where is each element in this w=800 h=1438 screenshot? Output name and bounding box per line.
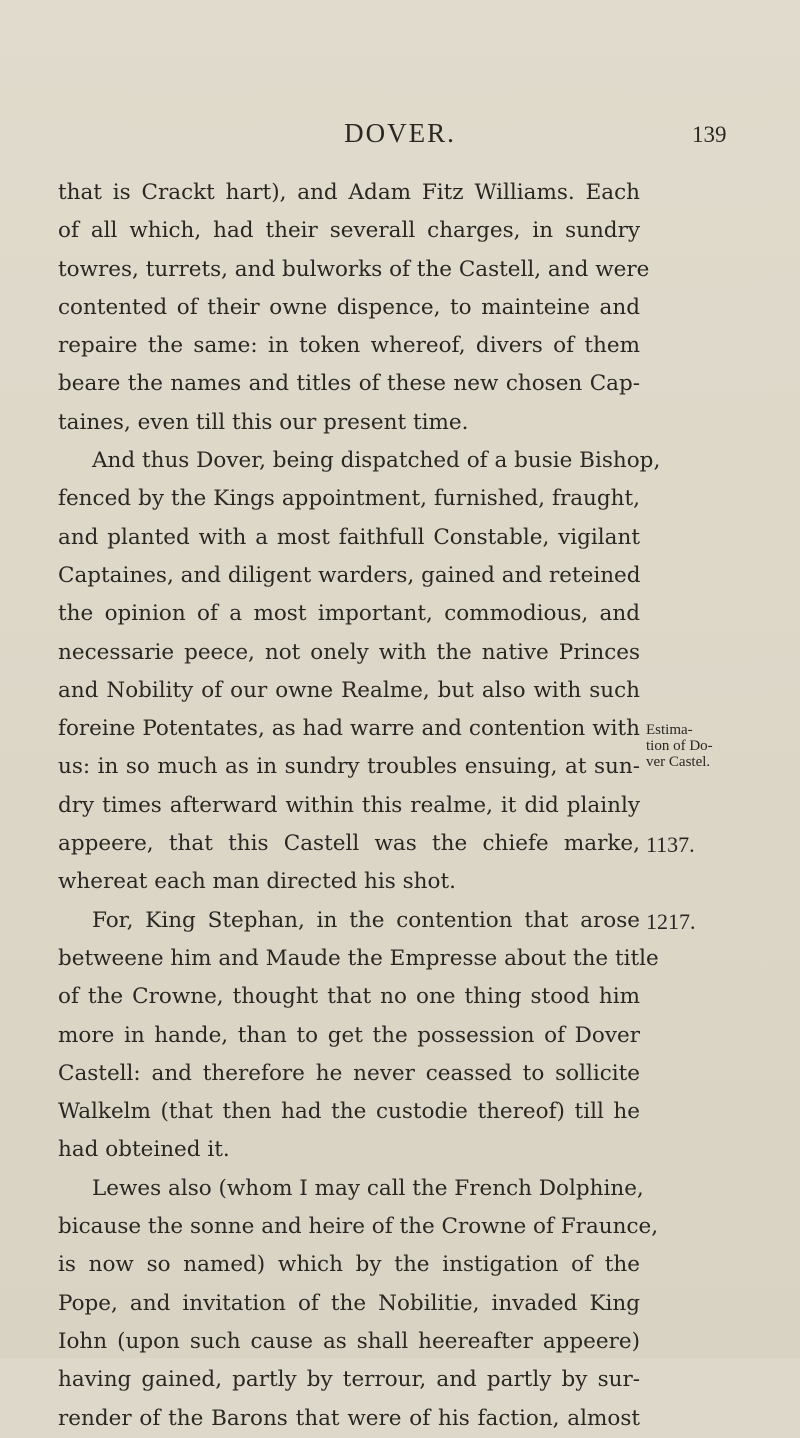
text-line: towres, turrets, and bulworks of the Castell, and were xyxy=(58,256,650,282)
text-line: Captaines, and diligent warders, gained and reteined xyxy=(58,562,641,588)
text-line: repaire the same: in token whereof, divers of them xyxy=(58,333,640,359)
text-line: appeere, that this Castell was the chiefe marke, xyxy=(58,831,640,857)
text-line: is now so named) which by the instigation of the xyxy=(58,1252,640,1278)
text-line: of the Crowne, thought that no one thing stood him xyxy=(58,984,640,1010)
text-line: beare the names and titles of these new chosen Cap- xyxy=(58,371,640,397)
margin-note-line: Estima- xyxy=(646,722,693,738)
text-line: dry times afterward within this realme, it did plainly xyxy=(58,792,640,818)
text-line: taines, even till this our present time. xyxy=(58,409,469,435)
text-line: Pope, and invitation of the Nobilitie, invaded King xyxy=(58,1290,640,1316)
text-line: us: in so much as in sundry troubles ensuing, at sun- xyxy=(58,754,640,780)
text-line: the opinion of a most important, commodious, and xyxy=(58,601,640,627)
text-line: Lewes also (whom I may call the French Dolphine, xyxy=(92,1175,644,1201)
margin-date: 1137. xyxy=(646,832,695,857)
text-line: and Nobility of our owne Realme, but also with such xyxy=(58,677,640,703)
text-line: and planted with a most faithfull Constable, vigilant xyxy=(58,524,640,550)
text-line: For, King Stephan, in the contention that arose xyxy=(92,907,640,933)
text-line: whereat each man directed his shot. xyxy=(58,869,456,895)
text-line: foreine Potentates, as had warre and contention with xyxy=(58,716,640,742)
text-line: contented of their owne dispence, to mainteine and xyxy=(58,294,640,320)
text-line: necessarie peece, not onely with the native Princes xyxy=(58,639,640,665)
margin-note-line: ver Castel. xyxy=(646,754,711,770)
margin-date: 1217. xyxy=(646,909,696,934)
text-line: render of the Barons that were of his faction, almost xyxy=(58,1405,640,1431)
text-line: Walkelm (that then had the custodie thereof) till he xyxy=(58,1099,640,1125)
margin-note-line: tion of Do- xyxy=(646,738,713,754)
body-text xyxy=(58,174,661,1438)
text-line: And thus Dover, being dispatched of a busie Bishop, xyxy=(92,448,661,474)
text-line: Castell: and therefore he never ceassed to sollicite xyxy=(58,1060,640,1086)
text-line: Iohn (upon such cause as shall heereafter appeere) xyxy=(58,1328,640,1354)
margin-note xyxy=(646,722,766,770)
text-line: fenced by the Kings appointment, furnished, fraught, xyxy=(58,486,640,512)
text-line: having gained, partly by terrour, and partly by sur- xyxy=(58,1367,640,1393)
text-line: that is Crackt hart), and Adam Fitz Williams. Each xyxy=(58,180,640,205)
text-line: more in hande, than to get the possession of Dover xyxy=(58,1022,640,1048)
text-line: betweene him and Maude the Empresse about the title xyxy=(58,945,659,971)
text-line: of all which, had their severall charges, in sundry xyxy=(58,218,640,244)
text-line: had obteined it. xyxy=(58,1137,230,1163)
text-line: bicause the sonne and heire of the Crowne of Fraunce, xyxy=(58,1214,659,1240)
running-head: DOVER. xyxy=(344,118,456,148)
page-number: 139 xyxy=(692,122,727,147)
